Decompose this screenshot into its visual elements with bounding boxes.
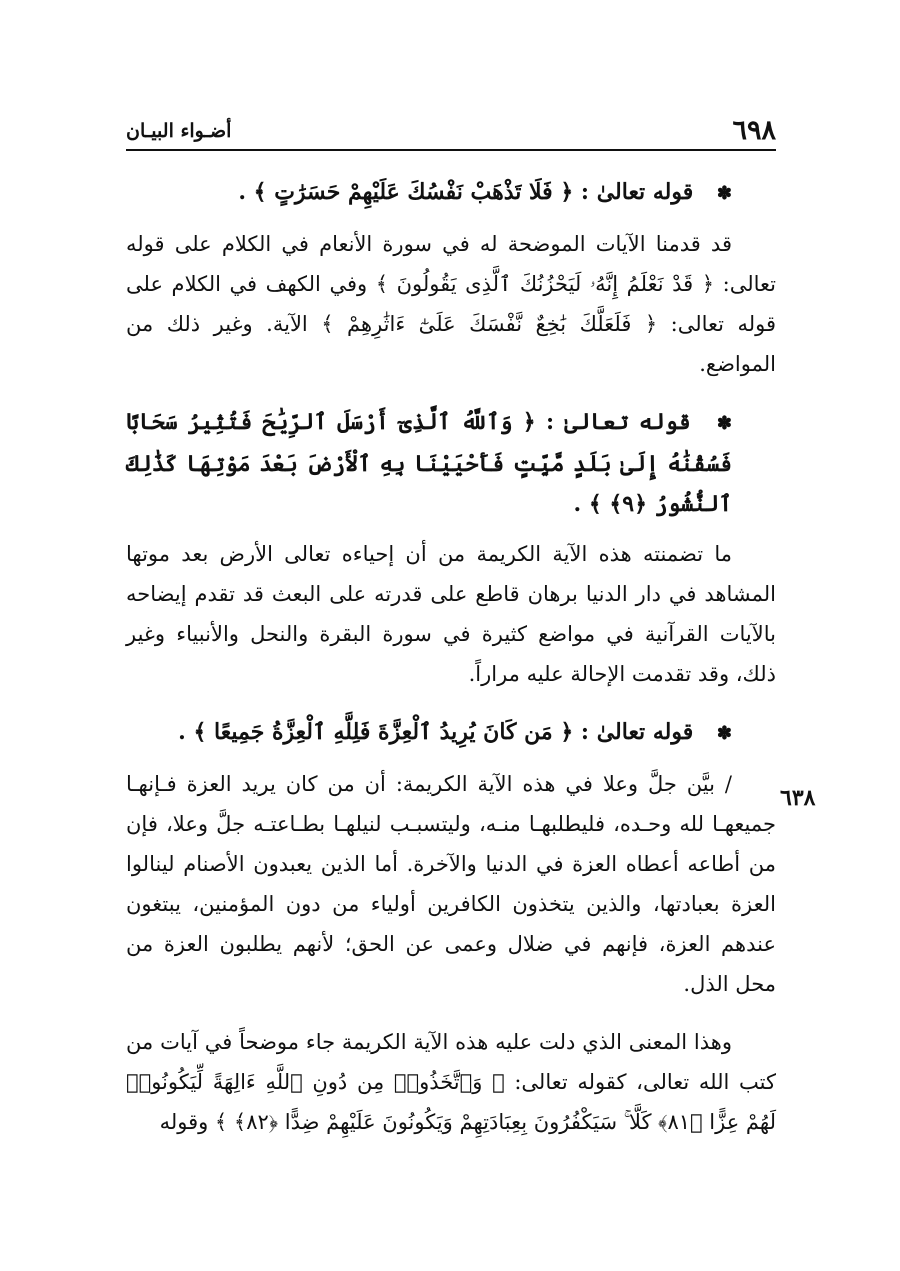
heading-prefix: قوله تعالىٰ : xyxy=(545,409,691,435)
star-icon: ✽ xyxy=(716,723,732,744)
section-heading-3 xyxy=(126,712,776,754)
section-heading-1 xyxy=(126,172,776,214)
page-header xyxy=(126,102,776,148)
star-icon: ✽ xyxy=(716,183,732,204)
heading-verse: ﴿ مَن كَانَ يُرِيدُ ٱلْعِزَّةَ فَلِلَّهِ ٱلْعِزَّةُ جَمِيعًا ﴾ . xyxy=(178,719,574,745)
section-paragraph-4: وهذا المعنى الذي دلت عليه هذه الآية الكريمة جاء موضحاً في آيات من كتب الله تعالى، كقوله تعالى: ﴿ وَٱتَّخَذُوا۟ مِن دُونِ ٱللَّهِ ءَالِهَةً لِّيَكُونُوا۟ لَهُمْ عِزًّا ﴿٨١﴾ كَلَّا ۚ سَيَكْفُرُونَ بِعِبَادَتِهِمْ وَيَكُونُونَ عَلَيْهِمْ ضِدًّا ﴿٨٢﴾ ﴾ وقوله xyxy=(126,1030,776,1134)
page-number: ٦٩٨ xyxy=(732,115,776,146)
heading-prefix: قوله تعالىٰ : xyxy=(580,179,694,205)
section-paragraph-1: قد قدمنا الآيات الموضحة له في سورة الأنعام في الكلام على قوله تعالى: ﴿ قَدْ نَعْلَمُ إِنَّهُۥ لَيَحْزُنُكَ ٱلَّذِى يَقُولُونَ ﴾ وفي الكهف في الكلام على قوله تعالى: ﴿ فَلَعَلَّكَ بَٰخِعٌ نَّفْسَكَ عَلَىٰٓ ءَاثَٰرِهِمْ ﴾ الآية. وغير ذلك من المواضع. xyxy=(126,232,776,376)
heading-verse: ﴿ وَٱللَّهُ ٱلَّذِىٓ أَرْسَلَ ٱلرِّيَٰحَ فَتُثِيرُ سَحَابًا فَسُقْنَٰهُ إِلَىٰ بَلَدٍ مَّيِّتٍ فَأَحْيَيْنَا بِهِ ٱلْأَرْضَ بَعْدَ مَوْتِهَا كَذَٰلِكَ ٱلنُّشُورُ ﴿٩﴾ ﴾ . xyxy=(126,409,732,517)
heading-prefix: قوله تعالىٰ : xyxy=(580,719,694,745)
section-heading-2 xyxy=(126,402,776,524)
heading-verse: ﴿ فَلَا تَذْهَبْ نَفْسُكَ عَلَيْهِمْ حَسَرَٰتٍ ﴾ . xyxy=(238,179,574,205)
header-rule xyxy=(126,149,776,151)
section-paragraph-2: ما تضمنته هذه الآية الكريمة من أن إحياءه تعالى الأرض بعد موتها المشاهد في دار الدنيا برهان قاطع على قدرته على البعث قد تقدم إيضاحه بالآيات القرآنية في مواضع كثيرة في سورة البقرة والنحل والأنبياء وغير ذلك، وقد تقدمت الإحالة عليه مراراً. xyxy=(126,542,776,686)
page-content xyxy=(126,162,776,1160)
star-icon: ✽ xyxy=(716,413,732,434)
margin-page-reference: ٦٣٨ xyxy=(780,785,816,811)
book-title: أضـواء البيـان xyxy=(126,120,232,142)
section-paragraph-3: / بيَّن جلَّ وعلا في هذه الآية الكريمة: أن من كان يريد العزة فـإنهـا جميعهـا لله وحـده، فليطلبهـا منـه، وليتسبـب لنيلهـا بطـاعتـه جلَّ وعلا، فإن من أطاعه أعطاه العزة في الدنيا والآخرة. أما الذين يعبدون الأصنام لينالوا العزة بعبادتها، والذين يتخذون الكافرين أولياء من دون المؤمنين، يبتغون عندهم العزة، فإنهم في ضلال وعمى عن الحق؛ لأنهم يطلبون العزة من محل الذل. xyxy=(126,772,776,996)
